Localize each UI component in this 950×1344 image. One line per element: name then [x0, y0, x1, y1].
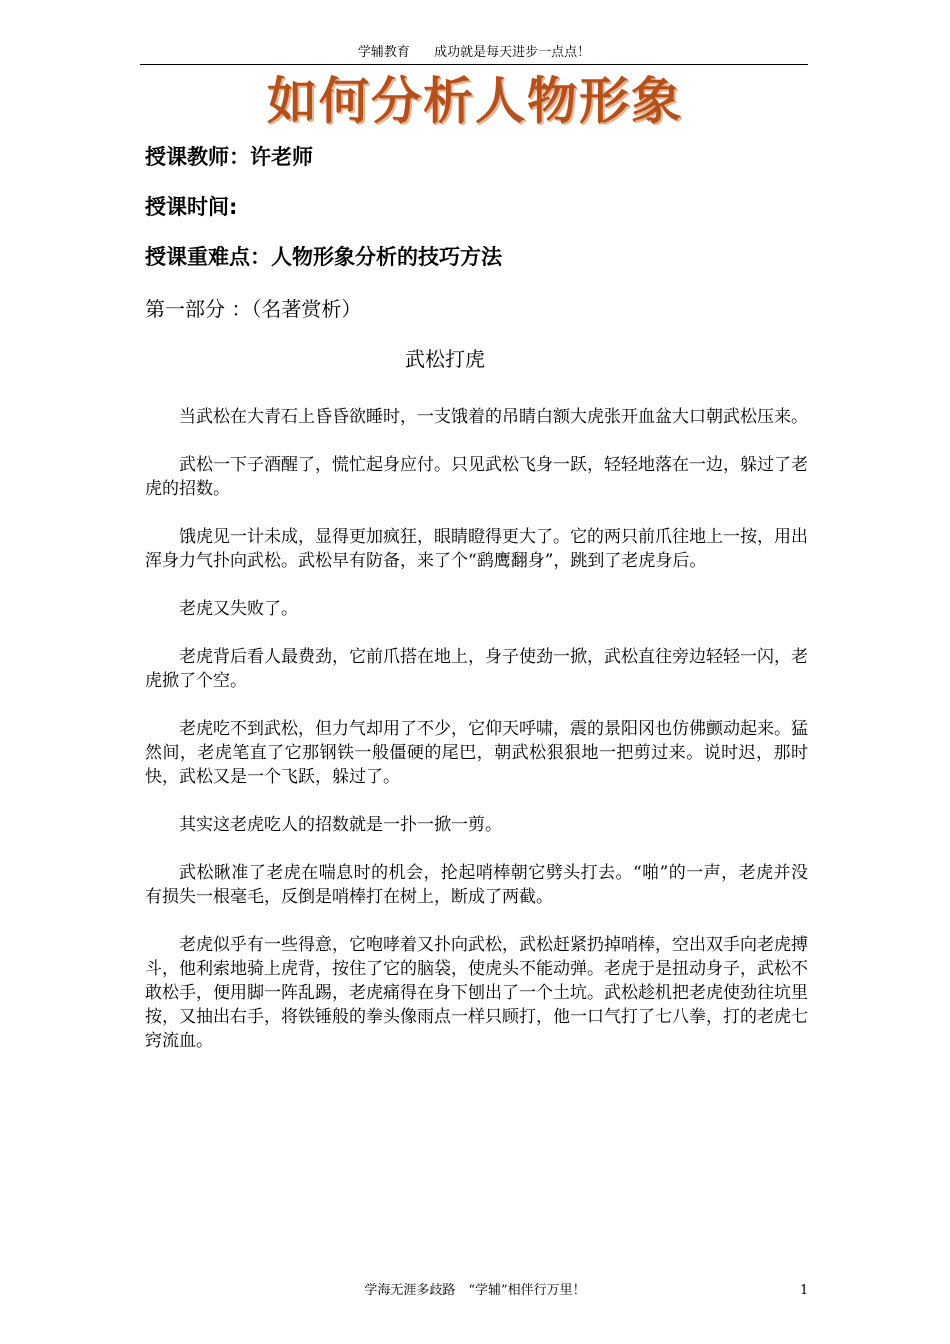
section-heading: 第一部分 ：（名著赏析）	[145, 297, 362, 321]
story-body	[145, 405, 808, 1077]
page-number: 1	[800, 1283, 809, 1298]
paragraph: 当武松在大青石上昏昏欲睡时，一支饿着的吊睛白额大虎张开血盆大口朝武松压来。	[179, 407, 808, 427]
paragraph: 饿虎见一计未成，显得更加疯狂，眼睛瞪得更大了。它的两只前爪往地上一按，用出浑身力气扑向武松。武松早有防备，来了个“鹞鹰翻身”，跳到了老虎身后。	[145, 527, 808, 571]
paragraph: 武松瞅准了老虎在喘息时的机会，抡起哨棒朝它劈头打去。“啪”的一声，老虎并没有损失一根毫毛，反倒是哨棒打在树上，断成了两截。	[145, 863, 808, 907]
focus-line: 授课重难点：人物形象分析的技巧方法	[145, 245, 502, 269]
document-title: 如何分析人物形象	[267, 71, 683, 130]
paragraph: 老虎吃不到武松，但力气却用了不少，它仰天呼啸，震的景阳冈也仿佛颤动起来。猛然间，老虎笔直了它那钢铁一般僵硬的尾巴，朝武松狠狠地一把剪过来。说时迟，那时快，武松又是一个飞跃，躲过了。	[145, 719, 808, 787]
page-footer	[0, 1281, 950, 1303]
header-org: 学辅教育	[357, 45, 410, 60]
paragraph: 老虎背后看人最费劲，它前爪搭在地上，身子使劲一掀，武松直往旁边轻轻一闪，老虎掀了个空。	[145, 647, 808, 691]
footer-text: 学海无涯多歧路 “学辅”相伴行万里！	[364, 1283, 586, 1298]
story-title: 武松打虎	[405, 347, 485, 371]
paragraph: 武松一下子酒醒了，慌忙起身应付。只见武松飞身一跃，轻轻地落在一边，躲过了老虎的招数。	[145, 455, 808, 499]
paragraph: 老虎又失败了。	[179, 599, 298, 619]
header-slogan: 成功就是每天进步一点点！	[434, 45, 591, 60]
time-line: 授课时间:	[145, 195, 238, 219]
teacher-line: 授课教师：许老师	[145, 145, 313, 169]
paragraph: 其实这老虎吃人的招数就是一扑一掀一剪。	[179, 815, 502, 835]
page-header	[140, 44, 808, 65]
paragraph: 老虎似乎有一些得意，它咆哮着又扑向武松，武松赶紧扔掉哨棒，空出双手向老虎搏斗，他利索地骑上虎背，按住了它的脑袋，使虎头不能动弹。老虎于是扭动身子，武松不敢松手，便用脚一阵乱踢，老虎痛得在身下刨出了一个土坑。武松趁机把老虎使劲往坑里按，又抽出右手，将铁锤般的拳头像雨点一样只顾打，他一口气打了七八拳，打的老虎七窍流血。	[145, 935, 808, 1051]
